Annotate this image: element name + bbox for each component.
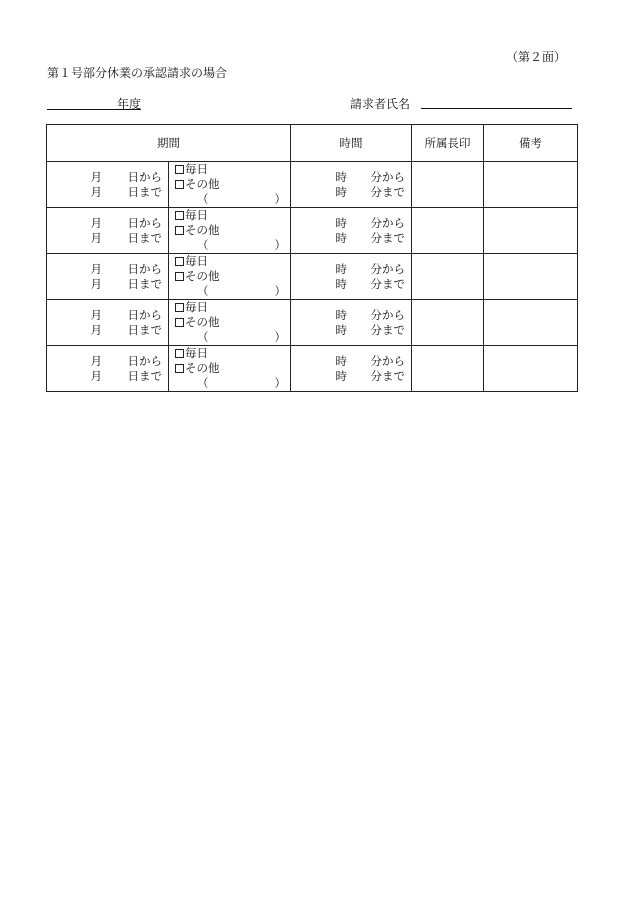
table-row	[47, 346, 578, 392]
frequency-cell	[169, 346, 291, 392]
minute-to-label: 分まで	[370, 276, 405, 291]
minute-to-label: 分まで	[370, 230, 405, 245]
supervisor-seal-cell[interactable]	[412, 346, 484, 392]
paren-open: （	[197, 192, 209, 206]
header-supervisor-seal: 所属長印	[412, 125, 484, 162]
table-header-row	[47, 125, 578, 162]
daily-option[interactable]	[169, 254, 290, 269]
day-to-label: 日まで	[127, 276, 162, 291]
frequency-cell	[169, 162, 291, 208]
period-from-line	[47, 308, 168, 323]
frequency-cell	[169, 254, 291, 300]
frequency-cell	[169, 208, 291, 254]
month-label: 月	[90, 169, 102, 184]
other-checkbox[interactable]	[175, 318, 184, 327]
period-to-line	[47, 323, 168, 338]
other-detail-field[interactable]	[169, 330, 290, 345]
other-checkbox[interactable]	[175, 364, 184, 373]
time-to-line	[291, 369, 411, 384]
time-from-line	[291, 216, 411, 231]
hour-label: 時	[335, 307, 347, 322]
month-label: 月	[90, 261, 102, 276]
day-from-label: 日から	[127, 215, 162, 230]
day-from-label: 日から	[127, 261, 162, 276]
other-label: その他	[185, 361, 220, 375]
supervisor-seal-cell[interactable]	[412, 208, 484, 254]
paren-open: （	[197, 330, 209, 344]
table-row	[47, 208, 578, 254]
period-from-line	[47, 216, 168, 231]
minute-to-label: 分まで	[370, 322, 405, 337]
header-period: 期間	[47, 125, 291, 162]
applicant-name-label: 請求者氏名	[350, 97, 411, 111]
daily-label: 毎日	[185, 254, 208, 268]
other-checkbox[interactable]	[175, 272, 184, 281]
table-row	[47, 300, 578, 346]
day-to-label: 日まで	[127, 368, 162, 383]
month-label: 月	[90, 322, 102, 337]
time-cell[interactable]	[291, 346, 412, 392]
remarks-cell[interactable]	[484, 300, 578, 346]
paren-close: ）	[274, 330, 286, 344]
minute-to-label: 分まで	[370, 368, 405, 383]
daily-checkbox[interactable]	[175, 257, 184, 266]
paren-close: ）	[274, 284, 286, 298]
daily-label: 毎日	[185, 346, 208, 360]
other-detail-field[interactable]	[169, 376, 290, 391]
period-date-cell[interactable]	[47, 300, 169, 346]
hour-label: 時	[335, 169, 347, 184]
other-detail-field[interactable]	[169, 284, 290, 299]
paren-open: （	[197, 376, 209, 390]
header-remarks: 備考	[484, 125, 578, 162]
hour-label: 時	[335, 276, 347, 291]
daily-option[interactable]	[169, 208, 290, 223]
frequency-cell	[169, 300, 291, 346]
other-label: その他	[185, 177, 220, 191]
period-to-line	[47, 369, 168, 384]
time-to-line	[291, 231, 411, 246]
time-to-line	[291, 185, 411, 200]
month-label: 月	[90, 276, 102, 291]
remarks-cell[interactable]	[484, 208, 578, 254]
hour-label: 時	[335, 368, 347, 383]
month-label: 月	[90, 307, 102, 322]
table-row	[47, 162, 578, 208]
minute-from-label: 分から	[370, 307, 405, 322]
period-from-line	[47, 262, 168, 277]
daily-option[interactable]	[169, 346, 290, 361]
time-to-line	[291, 323, 411, 338]
header-time: 時間	[291, 125, 412, 162]
supervisor-seal-cell[interactable]	[412, 254, 484, 300]
time-from-line	[291, 262, 411, 277]
period-from-line	[47, 170, 168, 185]
day-from-label: 日から	[127, 169, 162, 184]
minute-to-label: 分まで	[370, 184, 405, 199]
applicant-name-field[interactable]	[421, 108, 572, 109]
daily-option[interactable]	[169, 162, 290, 177]
hour-label: 時	[335, 261, 347, 276]
month-label: 月	[90, 368, 102, 383]
paren-close: ）	[274, 192, 286, 206]
table-row	[47, 254, 578, 300]
day-from-label: 日から	[127, 307, 162, 322]
month-label: 月	[90, 215, 102, 230]
supervisor-seal-cell[interactable]	[412, 300, 484, 346]
daily-checkbox[interactable]	[175, 211, 184, 220]
minute-from-label: 分から	[370, 353, 405, 368]
remarks-cell[interactable]	[484, 162, 578, 208]
hour-label: 時	[335, 230, 347, 245]
day-from-label: 日から	[127, 353, 162, 368]
minute-from-label: 分から	[370, 169, 405, 184]
time-to-line	[291, 277, 411, 292]
time-cell[interactable]	[291, 162, 412, 208]
hour-label: 時	[335, 184, 347, 199]
paren-close: ）	[274, 376, 286, 390]
period-date-cell[interactable]	[47, 208, 169, 254]
form-title: 第１号部分休業の承認請求の場合	[47, 66, 228, 80]
month-label: 月	[90, 184, 102, 199]
supervisor-seal-cell[interactable]	[412, 162, 484, 208]
remarks-cell[interactable]	[484, 254, 578, 300]
day-to-label: 日まで	[127, 322, 162, 337]
month-label: 月	[90, 230, 102, 245]
daily-checkbox[interactable]	[175, 303, 184, 312]
other-option[interactable]	[169, 361, 290, 376]
period-date-cell[interactable]	[47, 346, 169, 392]
time-cell[interactable]	[291, 208, 412, 254]
time-cell[interactable]	[291, 254, 412, 300]
table-body	[47, 162, 578, 392]
other-option[interactable]	[169, 223, 290, 238]
other-checkbox[interactable]	[175, 180, 184, 189]
other-detail-field[interactable]	[169, 192, 290, 207]
paren-open: （	[197, 284, 209, 298]
daily-option[interactable]	[169, 300, 290, 315]
leave-request-table	[46, 124, 578, 392]
paren-open: （	[197, 238, 209, 252]
minute-from-label: 分から	[370, 261, 405, 276]
year-field[interactable]	[47, 95, 141, 110]
daily-label: 毎日	[185, 208, 208, 222]
period-date-cell[interactable]	[47, 254, 169, 300]
period-to-line	[47, 185, 168, 200]
other-checkbox[interactable]	[175, 226, 184, 235]
month-label: 月	[90, 353, 102, 368]
day-to-label: 日まで	[127, 230, 162, 245]
other-detail-field[interactable]	[169, 238, 290, 253]
daily-label: 毎日	[185, 300, 208, 314]
hour-label: 時	[335, 353, 347, 368]
period-from-line	[47, 354, 168, 369]
time-from-line	[291, 170, 411, 185]
period-date-cell[interactable]	[47, 162, 169, 208]
other-option[interactable]	[169, 269, 290, 284]
remarks-cell[interactable]	[484, 346, 578, 392]
time-cell[interactable]	[291, 300, 412, 346]
time-from-line	[291, 354, 411, 369]
other-option[interactable]	[169, 315, 290, 330]
page-label: （第２面）	[505, 50, 566, 64]
other-label: その他	[185, 269, 220, 283]
paren-close: ）	[274, 238, 286, 252]
other-label: その他	[185, 223, 220, 237]
daily-label: 毎日	[185, 162, 208, 176]
daily-checkbox[interactable]	[175, 165, 184, 174]
period-to-line	[47, 231, 168, 246]
period-to-line	[47, 277, 168, 292]
daily-checkbox[interactable]	[175, 349, 184, 358]
other-label: その他	[185, 315, 220, 329]
hour-label: 時	[335, 322, 347, 337]
day-to-label: 日まで	[127, 184, 162, 199]
hour-label: 時	[335, 215, 347, 230]
other-option[interactable]	[169, 177, 290, 192]
year-label: 年度	[116, 97, 141, 111]
time-from-line	[291, 308, 411, 323]
minute-from-label: 分から	[370, 215, 405, 230]
